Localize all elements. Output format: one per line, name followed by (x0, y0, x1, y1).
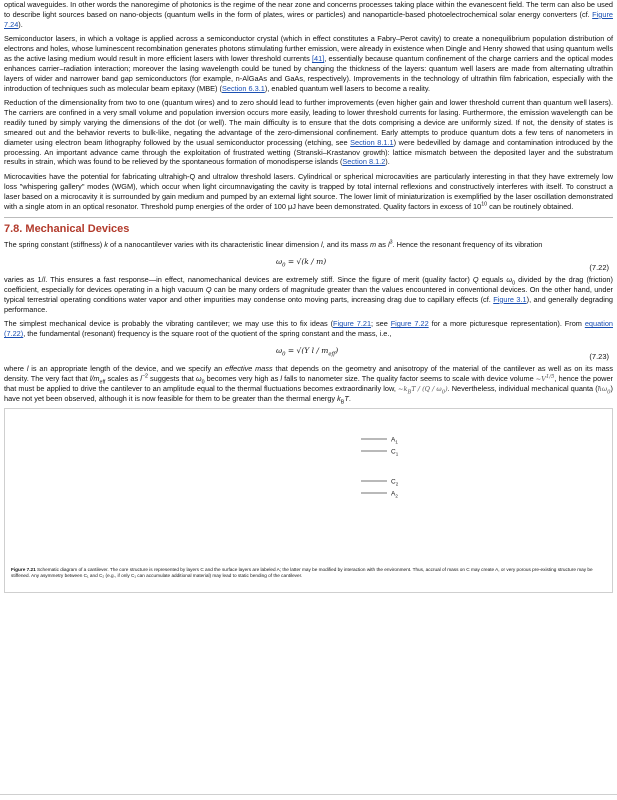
text: . Hence the resonant frequency of its vibration (392, 240, 543, 250)
text: , the fundamental (resonant) frequency is the square root of the quotient of the spring constant and the mass, i.e., (23, 329, 392, 339)
superscript: −2 (141, 373, 148, 380)
inline-math-quanta (597, 384, 611, 396)
text: falls to nanometer size. The quality factor seems to scale with device volume (282, 373, 536, 383)
text: ; see (371, 319, 391, 329)
figure-caption (11, 567, 607, 579)
caption-label: Figure 7.21 (11, 567, 36, 573)
section-divider (4, 217, 613, 218)
label-a2 (391, 491, 398, 499)
link-figure-3-1[interactable]: Figure 3.1 (493, 294, 527, 304)
text: . This ensures a fast response—in effect, nanomechanical devices are extremely stiff. Since the figure of merit (quality factor) (45, 275, 473, 285)
label-c2 (391, 479, 399, 487)
paragraph-microcavities (4, 172, 613, 211)
equation-number: (7.23) (589, 352, 609, 362)
text: ). (385, 157, 390, 167)
inline-math-volume (536, 375, 555, 383)
subscript: 0 (201, 379, 205, 386)
label-subscript: 1 (395, 439, 398, 445)
page (4, 0, 613, 593)
text: . Nevertheless, individual mechanical quanta ( (447, 383, 598, 393)
text: Semiconductor lasers, in which a voltage is applied across a semiconductor crystal (which in effect constitutes a Fabry–Perot cavity) to create a nonequilibrium population distribution of electrons and holes, whose luminescent recombination generates photons stimulating further emission, were already in existence when Dingle and Henry showed that using quantum wells as the active lasing medium would result in more efficient lasers with lower threshold currents (4, 34, 613, 64)
link-section-8-1-2[interactable]: Section 8.1.2 (342, 157, 386, 167)
subscript: eff (328, 351, 336, 358)
equation-body (276, 257, 326, 267)
label-a1 (391, 437, 398, 445)
text: Reduction of the dimensionality from two to one (quantum wires) and to zero should lead to further improvements (even higher gain and lower threshold current than quantum well lasers). The carriers are confined in a very small volume and population inversion occurs more easily, leading to lower threshold currents for lasing. Furthermore, the emission wavelength can be readily tuned by simply varying the dimensions of the dot (or well). The main difficulty is to ensure that the dots comprising a device are uniformly sized. If not, the density of states is smeared out and the behavior reverts to bulk-like, negating the advantage of the zero-dimensional confinement. Early attempts to produce quantum dots a few tens of nanometers in diameter using electron beam lithography followed by the usual semiconductor processing (etching, see (4, 98, 613, 147)
text: The simplest mechanical device is probably the vibrating cantilever; we may use this to fix ideas ( (4, 319, 334, 329)
text: becomes very high as (204, 373, 281, 383)
paragraph-fast-response (4, 275, 613, 314)
text: as (376, 240, 388, 250)
link-equation-7-22[interactable]: equation (7.22) (4, 319, 613, 339)
text: suggests that (147, 373, 196, 383)
emphasis: effective mass (225, 364, 273, 374)
text: divided by the drag (friction) coefficient, especially for devices operating in a high vacuum (4, 275, 613, 294)
equation-number: (7.22) (589, 263, 609, 273)
section-heading: 7.8. Mechanical Devices (4, 222, 130, 235)
equation-7-22 (4, 255, 613, 273)
symbol: l (280, 373, 282, 383)
link-section-6-3-1[interactable]: Section 6.3.1 (221, 83, 265, 93)
text: , hence the power that must be applied to drive the cantilever to an amplitude equal to the thermal fluctuations becomes extraordinarily low, (4, 373, 613, 393)
symbol: l (26, 364, 29, 374)
label-subscript: 2 (395, 481, 399, 487)
text: , essentially because quantum confinement of the charge carriers and the optical modes enhances carrier–radiation interaction; moreover the lasing wavelength could be tuned by changing the thickness of the layers: quantum well lasers are made from alternating ultrathin layers of wider and narrower band gap semiconductors (for example, n-AlGaAs and GaAs, respectively). Improvements in the technology of ultrathin film fabrication, especially with the introduction of techniques such as molecular beam epitaxy (MBE) ( (4, 54, 613, 93)
label-text: A (391, 490, 396, 498)
paragraph-vibrating-cantilever (4, 319, 613, 339)
math-text: ~V (535, 374, 546, 383)
symbol: Q (472, 275, 479, 285)
text: of a nanocantilever varies with its characteristic linear dimension (107, 240, 322, 250)
equation-body (276, 346, 338, 356)
symbol: ω (276, 346, 283, 356)
symbol: k (104, 240, 108, 250)
paragraph-dimensionality-reduction (4, 98, 613, 167)
equation-7-23 (4, 344, 613, 362)
text: varies as 1/ (4, 275, 44, 285)
symbol: Q (205, 284, 212, 294)
subscript: B (340, 399, 345, 406)
caption-text: Schematic diagram of a cantilever. The core structure is represented by layers C and the surface layers are labeled A; the latter may be modified by interaction with the environment. Thus, accrual of mass on C may create A, or very porous pre-existing structure may be stiffened. Any asymmetry between C₁ and C₂ (e.g., if only C₁ can accumulate additional material) may lead to static bending of the cantilever. (11, 567, 593, 579)
paragraph-semiconductor-lasers (4, 34, 613, 93)
paragraph-photonics-nanoregime (4, 0, 613, 29)
text: can be routinely obtained. (487, 201, 574, 211)
text: for a more picturesque representation). From (428, 319, 585, 329)
label-text: C (391, 478, 396, 486)
math-text: ħω (597, 384, 608, 393)
text: that depends on the geometry and anisotropy of the material of the cantilever as well as on its mass density. The very fact that (4, 364, 613, 383)
equation-rhs: = √(k / m) (285, 257, 327, 267)
text: is an appropriate length of the device, and we specify an (28, 364, 226, 374)
text: Microcavities have the potential for fabricating ultrahigh-Q and ultralow threshold lasers. Cylindrical or spherical microcavities are particularly interesting in that they have extremely low loss "whispering gallery" modes (WGM), which occur when light circumnavigating the cavity is trapped by total internal reflexions and constructively interferes with itself. To construct a laser based on a microcavity it is surrounded by gain medium and pumped by an external light source. The lower limit of miniaturization is exemplified by the laser oscillation demonstrated with a single atom in an optical resonator. Threshold pump energies of the order of 100 μJ have been demonstrated. Quality factors in excess of 10 (4, 172, 613, 211)
superscript: 10 (481, 201, 488, 208)
text: can be many orders of magnitude greater than the values encountered in conventional devices. On the other hand, under typical terrestrial operating conditions water vapor and other impurities may condense onto moving parts, increasing drag due to capillary effects (cf. (4, 284, 613, 304)
text: The spring constant (stiffness) (4, 240, 105, 250)
text: equals (478, 275, 507, 285)
math-text: T / (Q / ω (411, 384, 442, 393)
text: where (4, 364, 27, 374)
text: ). (18, 19, 23, 29)
label-c1 (391, 449, 399, 457)
label-subscript: 1 (395, 451, 399, 457)
math-text: ) (445, 384, 448, 393)
paragraph-effective-mass (4, 364, 613, 406)
symbol: l (321, 240, 323, 250)
symbol: T (344, 393, 349, 403)
subscript: 0 (512, 280, 516, 287)
symbol: m (370, 240, 377, 250)
inline-math-power (398, 384, 448, 396)
equation-rhs: = √(Y l / m (285, 346, 329, 356)
link-reference-41[interactable]: [41] (312, 54, 325, 64)
text: ), enabled quantum well lasers to become a reality. (264, 83, 431, 93)
text: ) were bedevilled by damage and contamination introduced by the processing. An important advance came through the exploitation of frustrated wetting (Stranski–Krastanov growth): lattice mismatch between the deposited layer and the substratum results in strain, which was found to be relieved by the spontaneous formation of monodisperse islands ( (4, 137, 613, 167)
symbol: ω (276, 257, 283, 267)
subscript: eff (99, 379, 106, 386)
text: ), and generally degrading performance. (4, 294, 613, 314)
label-text: A (391, 436, 396, 444)
label-text: C (391, 448, 396, 456)
subscript: 0 (282, 351, 286, 358)
superscript: 3 (389, 239, 393, 246)
page-bottom-rule (0, 794, 617, 795)
subscript: 0 (282, 262, 286, 269)
text: scales as (105, 373, 141, 383)
text: ) have not yet been observed, although it is now feasible for them to be greater than the thermal energy (4, 383, 613, 403)
symbol: l/m (89, 373, 100, 383)
paragraph-spring-constant (4, 240, 613, 250)
superscript: 1/5 (545, 373, 555, 380)
text: optical waveguides. In other words the nanoregime of photonics is the regime of the near zone and concerns processes taking place within the evanescent field. The term can also be used to describe light sources based on nano-objects (quantum wells in the form of plates, wires or particles) and nanoparticle-based photoelectrochemical solar energy converters (cf. (4, 0, 613, 19)
subscript: 0 (607, 389, 611, 396)
math-text: ~k (398, 384, 408, 393)
equation-rhs-end: ) (335, 346, 339, 356)
link-figure-7-24[interactable]: Figure 7.24 (4, 9, 613, 29)
symbol: l (387, 240, 390, 250)
symbol: ω (506, 275, 513, 285)
symbol: l (43, 275, 46, 285)
link-figure-7-21[interactable]: Figure 7.21 (333, 319, 372, 329)
symbol: ω (195, 373, 202, 383)
figure-7-21 (4, 408, 613, 593)
link-figure-7-22[interactable]: Figure 7.22 (390, 319, 429, 329)
text: . (348, 393, 351, 403)
subscript: 0 (441, 389, 446, 396)
symbol: l (140, 373, 142, 383)
text: , and its mass (322, 240, 371, 250)
subscript: B (407, 389, 412, 396)
symbol: k (337, 393, 341, 403)
label-subscript: 2 (395, 493, 398, 499)
link-section-8-1-1[interactable]: Section 8.1.1 (350, 137, 394, 147)
